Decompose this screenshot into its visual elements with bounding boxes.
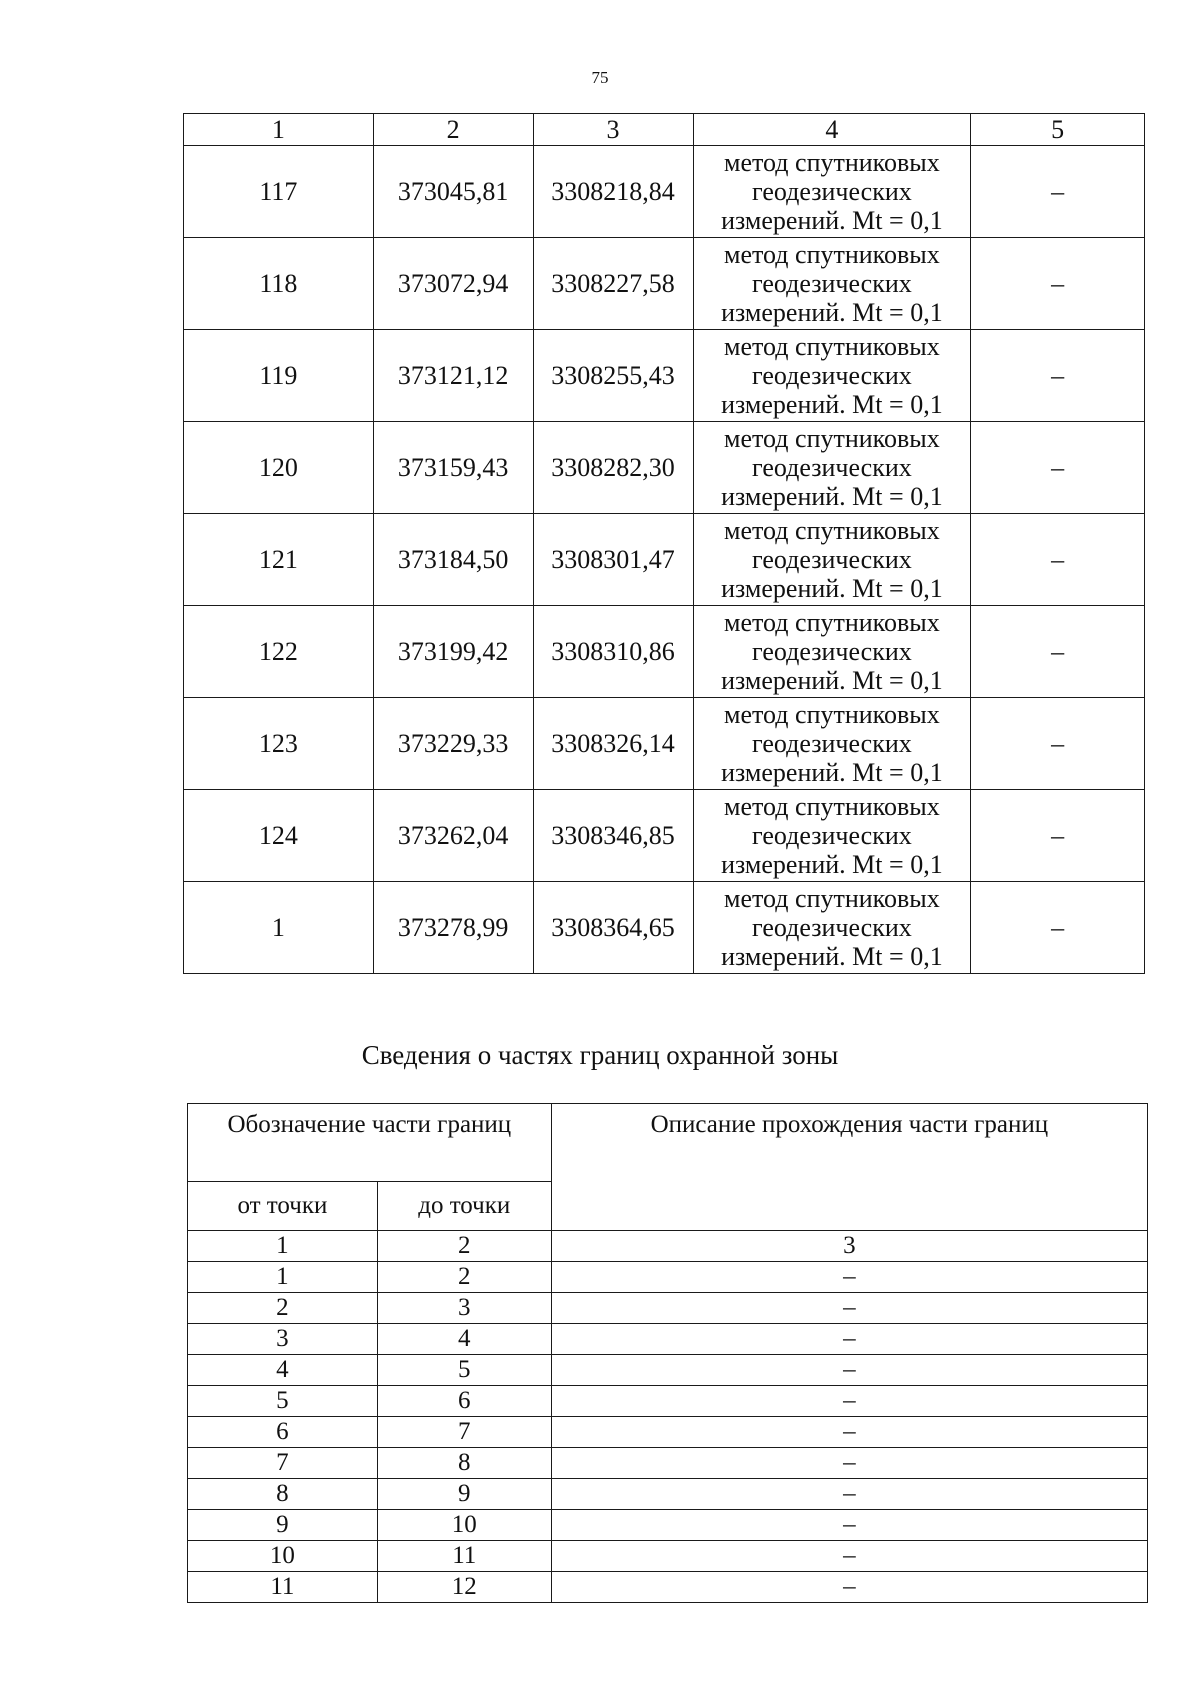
method-line: геодезических (752, 913, 912, 942)
from-point-cell: 11 (188, 1572, 378, 1603)
method-line: геодезических (752, 269, 912, 298)
method-line: измерений. Mt = 0,1 (721, 942, 943, 971)
point-number-cell: 1 (184, 882, 374, 974)
method-line: измерений. Mt = 0,1 (721, 758, 943, 787)
to-point-cell: 6 (377, 1386, 551, 1417)
point-number-cell: 119 (184, 330, 374, 422)
method-line: измерений. Mt = 0,1 (721, 390, 943, 419)
method-line: геодезических (752, 637, 912, 666)
to-point-cell: 8 (377, 1448, 551, 1479)
parts-col-2-number: 2 (377, 1231, 551, 1262)
point-number-cell: 117 (184, 146, 374, 238)
parts-column-numbers-row (188, 1231, 1148, 1262)
from-point-cell: 6 (188, 1417, 378, 1448)
y-coordinate-cell: 3308346,85 (533, 790, 693, 882)
method-line: метод спутниковых (724, 148, 940, 177)
parts-row (188, 1541, 1148, 1572)
to-point-cell: 4 (377, 1324, 551, 1355)
note-cell: – (971, 422, 1145, 514)
method-line: измерений. Mt = 0,1 (721, 298, 943, 327)
method-line: измерений. Mt = 0,1 (721, 666, 943, 695)
method-line: геодезических (752, 729, 912, 758)
y-coordinate-cell: 3308301,47 (533, 514, 693, 606)
method-cell (693, 422, 971, 514)
note-cell: – (971, 238, 1145, 330)
from-point-cell: 10 (188, 1541, 378, 1572)
y-coordinate-cell: 3308218,84 (533, 146, 693, 238)
coords-row (184, 790, 1145, 882)
from-point-cell: 1 (188, 1262, 378, 1293)
from-point-cell: 8 (188, 1479, 378, 1510)
parts-row (188, 1510, 1148, 1541)
coordinates-table (183, 113, 1145, 974)
y-coordinate-cell: 3308227,58 (533, 238, 693, 330)
x-coordinate-cell: 373229,33 (373, 698, 533, 790)
y-coordinate-cell: 3308282,30 (533, 422, 693, 514)
method-line: метод спутниковых (724, 240, 940, 269)
note-cell: – (971, 146, 1145, 238)
from-point-cell: 2 (188, 1293, 378, 1324)
coords-col-1-header: 1 (184, 114, 374, 146)
x-coordinate-cell: 373262,04 (373, 790, 533, 882)
coords-col-5-header: 5 (971, 114, 1145, 146)
note-cell: – (971, 606, 1145, 698)
page-number: 75 (591, 68, 609, 87)
x-coordinate-cell: 373159,43 (373, 422, 533, 514)
method-line: геодезических (752, 545, 912, 574)
coords-col-3-header: 3 (533, 114, 693, 146)
description-cell: – (551, 1386, 1147, 1417)
point-number-cell: 120 (184, 422, 374, 514)
description-cell: – (551, 1293, 1147, 1324)
to-point-cell: 2 (377, 1262, 551, 1293)
to-point-cell: 5 (377, 1355, 551, 1386)
parts-row (188, 1355, 1148, 1386)
to-point-header: до точки (377, 1182, 551, 1231)
parts-row (188, 1386, 1148, 1417)
point-number-cell: 124 (184, 790, 374, 882)
method-line: метод спутниковых (724, 792, 940, 821)
from-point-cell: 5 (188, 1386, 378, 1417)
method-line: геодезических (752, 453, 912, 482)
method-line: метод спутниковых (724, 884, 940, 913)
to-point-cell: 11 (377, 1541, 551, 1572)
section-title: Сведения о частях границ охранной зоны (361, 1040, 839, 1070)
x-coordinate-cell: 373072,94 (373, 238, 533, 330)
coords-row (184, 422, 1145, 514)
x-coordinate-cell: 373121,12 (373, 330, 533, 422)
method-cell (693, 882, 971, 974)
to-point-cell: 3 (377, 1293, 551, 1324)
y-coordinate-cell: 3308364,65 (533, 882, 693, 974)
note-cell: – (971, 790, 1145, 882)
parts-header-row (188, 1104, 1148, 1182)
description-cell: – (551, 1355, 1147, 1386)
description-header: Описание прохождения части границ (551, 1104, 1147, 1231)
from-point-header: от точки (188, 1182, 378, 1231)
parts-col-3-number: 3 (551, 1231, 1147, 1262)
parts-row (188, 1572, 1148, 1603)
method-line: метод спутниковых (724, 608, 940, 637)
y-coordinate-cell: 3308326,14 (533, 698, 693, 790)
point-number-cell: 123 (184, 698, 374, 790)
method-cell (693, 146, 971, 238)
parts-col-1-number: 1 (188, 1231, 378, 1262)
parts-row (188, 1448, 1148, 1479)
point-number-cell: 121 (184, 514, 374, 606)
coords-col-2-header: 2 (373, 114, 533, 146)
note-cell: – (971, 514, 1145, 606)
point-number-cell: 122 (184, 606, 374, 698)
y-coordinate-cell: 3308255,43 (533, 330, 693, 422)
parts-row (188, 1417, 1148, 1448)
method-cell (693, 606, 971, 698)
method-line: метод спутниковых (724, 516, 940, 545)
coords-row (184, 330, 1145, 422)
note-cell: – (971, 330, 1145, 422)
parts-row (188, 1324, 1148, 1355)
method-cell (693, 698, 971, 790)
description-cell: – (551, 1510, 1147, 1541)
point-number-cell: 118 (184, 238, 374, 330)
method-cell (693, 514, 971, 606)
coords-row (184, 238, 1145, 330)
method-line: метод спутниковых (724, 700, 940, 729)
method-line: измерений. Mt = 0,1 (721, 850, 943, 879)
description-cell: – (551, 1541, 1147, 1572)
method-line: метод спутниковых (724, 424, 940, 453)
coords-row (184, 514, 1145, 606)
parts-row (188, 1293, 1148, 1324)
description-cell: – (551, 1479, 1147, 1510)
description-cell: – (551, 1324, 1147, 1355)
note-cell: – (971, 882, 1145, 974)
method-line: измерений. Mt = 0,1 (721, 574, 943, 603)
to-point-cell: 7 (377, 1417, 551, 1448)
method-line: измерений. Mt = 0,1 (721, 206, 943, 235)
method-line: измерений. Mt = 0,1 (721, 482, 943, 511)
method-line: геодезических (752, 361, 912, 390)
coords-row (184, 146, 1145, 238)
from-point-cell: 9 (188, 1510, 378, 1541)
from-point-cell: 7 (188, 1448, 378, 1479)
method-line: геодезических (752, 821, 912, 850)
coords-header-row (184, 114, 1145, 146)
description-cell: – (551, 1448, 1147, 1479)
parts-row (188, 1479, 1148, 1510)
boundary-parts-table (187, 1103, 1148, 1603)
x-coordinate-cell: 373184,50 (373, 514, 533, 606)
to-point-cell: 9 (377, 1479, 551, 1510)
from-point-cell: 4 (188, 1355, 378, 1386)
x-coordinate-cell: 373045,81 (373, 146, 533, 238)
method-cell (693, 330, 971, 422)
coords-col-4-header: 4 (693, 114, 971, 146)
method-cell (693, 790, 971, 882)
description-cell: – (551, 1417, 1147, 1448)
coords-row (184, 882, 1145, 974)
x-coordinate-cell: 373199,42 (373, 606, 533, 698)
y-coordinate-cell: 3308310,86 (533, 606, 693, 698)
to-point-cell: 10 (377, 1510, 551, 1541)
from-point-cell: 3 (188, 1324, 378, 1355)
method-line: геодезических (752, 177, 912, 206)
x-coordinate-cell: 373278,99 (373, 882, 533, 974)
to-point-cell: 12 (377, 1572, 551, 1603)
coords-row (184, 606, 1145, 698)
description-cell: – (551, 1262, 1147, 1293)
coords-row (184, 698, 1145, 790)
description-cell: – (551, 1572, 1147, 1603)
note-cell: – (971, 698, 1145, 790)
parts-row (188, 1262, 1148, 1293)
method-cell (693, 238, 971, 330)
method-line: метод спутниковых (724, 332, 940, 361)
group-header: Обозначение части границ (188, 1104, 552, 1182)
